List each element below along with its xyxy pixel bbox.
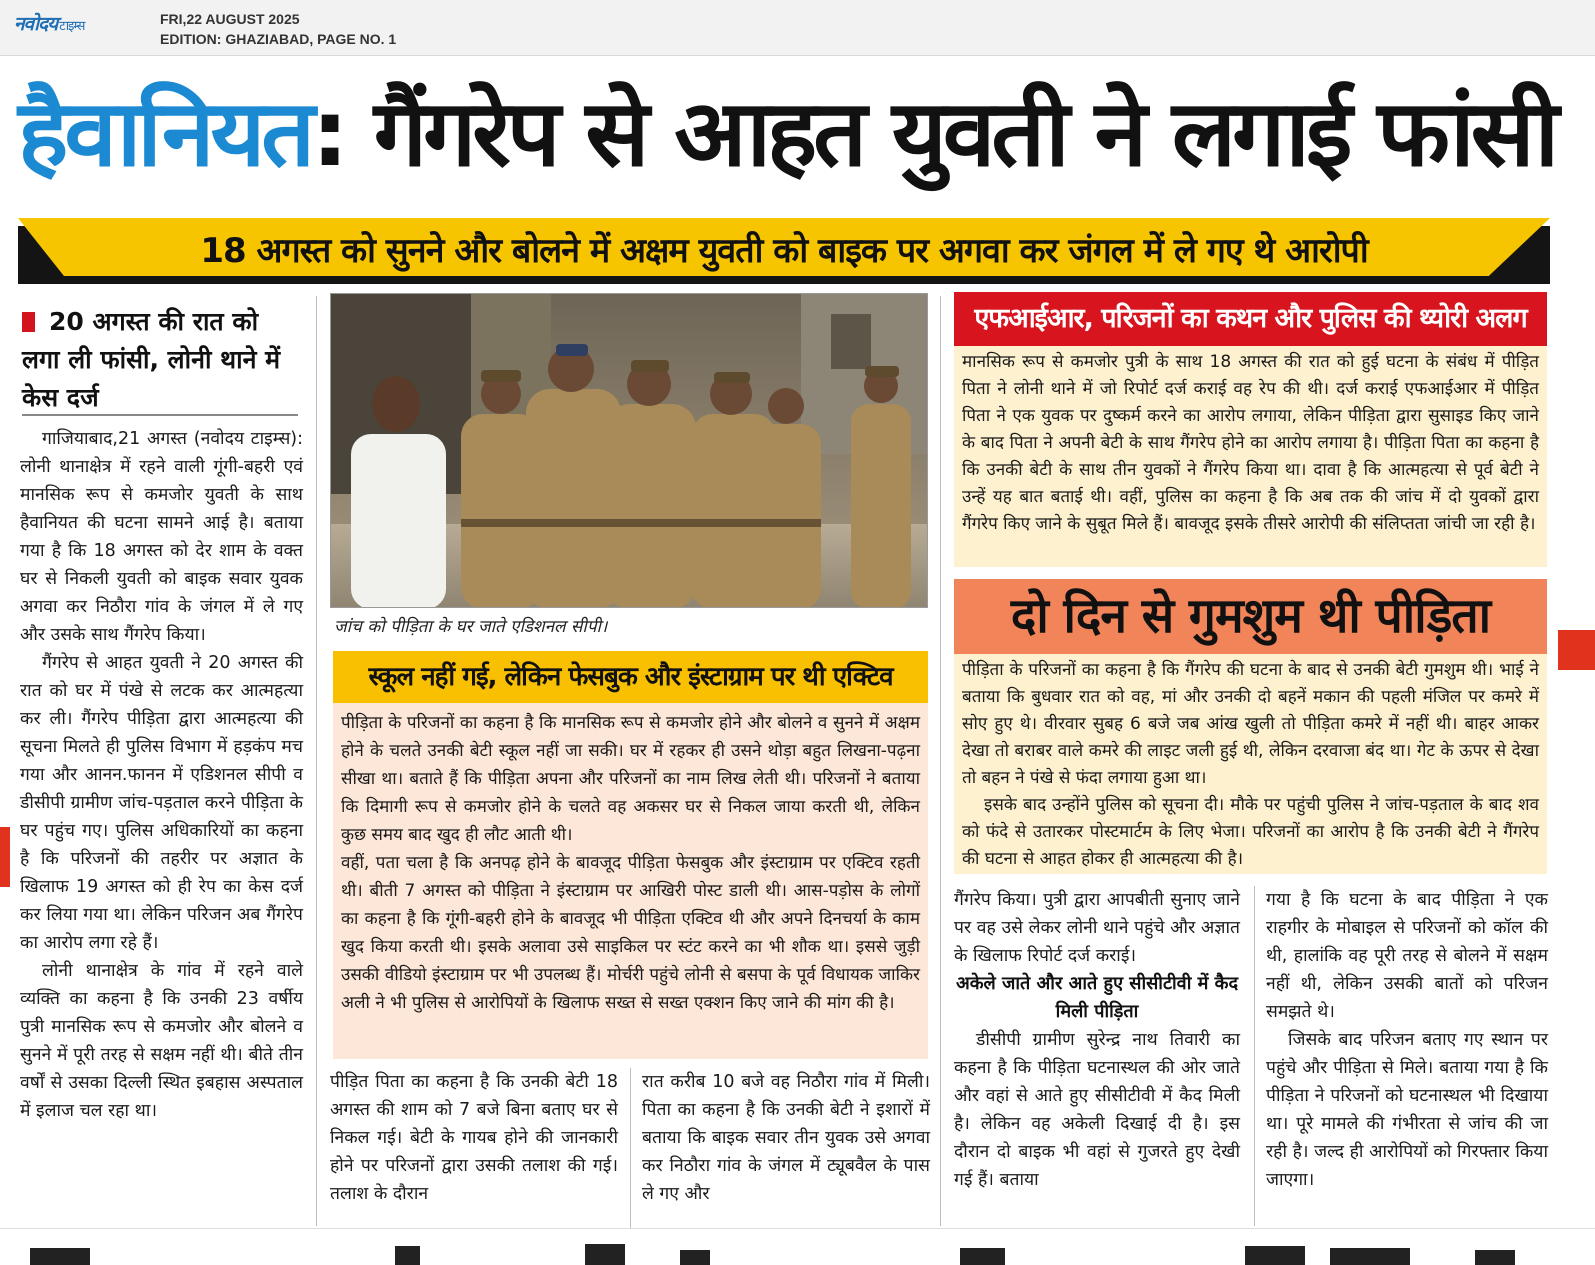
silent-section-heading: दो दिन से गुमशुम थी पीड़िता	[954, 579, 1547, 654]
fir-section-heading: एफआईआर, परिजनों का कथन और पुलिस की थ्योरी अलग	[954, 292, 1547, 346]
crosshead: अकेले जाते और आते हुए सीसीटीवी में कैद मिली पीड़िता	[955, 973, 1239, 1022]
school-paragraph-2: वहीं, पता चला है कि अनपढ़ होने के बावजूद पीड़िता फेसबुक और इंस्टाग्राम पर एक्टिव रहती थी। बीती 7 अगस्त को पीड़िता ने इंस्टाग्राम पर आखिरी पोस्ट डाली थी। आस-पड़ोस के लोगों का कहना है कि गूंगी-बहरी होने के बावजूद भी पीड़िता एक्टिव थी और अपने दिनचर्या के काम खुद किया करती थी। इसके अलावा उसे साइकिल पर स्टंट करने का भी शौक था। इससे जुड़ी उसकी वीडियो इंस्टाग्राम पर भी उपलब्ध हैं। मोर्चरी पहुंचे लोनी से बसपा के पूर्व विधायक जाकिर अली ने भी पुलिस से आरोपियों के खिलाफ सख्त से सख्त एक्शन किए जाने की मांग की है।	[341, 853, 920, 1013]
deck-banner	[18, 218, 1550, 284]
right-col1-body: डीसीपी ग्रामीण सुरेन्द्र नाथ तिवारी का कहना है कि पीड़िता घटनास्थल की ओर जाते और वहां से आते हुए सीसीटीवी में कैद मिली है। लेकिन वह अकेली दिखाई दी है। इस दौरान दो बाइक भी वहां से गुजरते हुए देखी गई हैं। बताया	[954, 1030, 1240, 1190]
news-photo[interactable]	[330, 293, 928, 608]
column-divider	[316, 296, 317, 1226]
left-subheading	[22, 303, 302, 417]
left-paragraph-1: गाजियाबाद,21 अगस्त (नवोदय टाइम्स): लोनी थानाक्षेत्र में रहने वाली गूंगी-बहरी एवं मानसिक रूप से कमजोर युवती के साथ हैवानियत की घटना सामने आई है। बताया गया है कि 18 अगस्त को देर शाम के वक्त घर से निकली युवती को बाइक सवार युवक अगवा कर निठौरा गांव के जंगल में ले गए और उसके साथ गैंगरेप किया।	[20, 429, 303, 645]
left-paragraph-3: लोनी थानाक्षेत्र के गांव में रहने वाले व्यक्ति का कहना है कि उनकी 23 वर्षीय पुत्री मानसिक रूप से कमजोर और बोलने व सुनने में पूरी तरह से सक्षम नहीं थी। बीते तीन वर्षों से उसका दिल्ली स्थित इबहास अस्पताल में इलाज चल रहा था।	[20, 961, 303, 1121]
left-paragraph-2: गैंगरेप से आहत युवती ने 20 अगस्त की रात को घर में पंखे से लटक कर आत्महत्या कर ली। गैंगरेप पीड़िता द्वारा आत्महत्या की सूचना मिलते ही पुलिस विभाग में हड़कंप मच गया और आनन.फानन में एडिशनल सीपी व डीसीपी ग्रामीण जांच-पड़ताल करने पीड़िता के घर पहुंच गए। पुलिस अधिकारियों का कहना है कि परिजनों की तहरीर पर अज्ञात के खिलाफ 19 अगस्त को ही रेप का केस दर्ज कर लिया गया था। लेकिन परिजन अब गैंगरेप का आरोप लगा रहे हैं।	[20, 653, 303, 953]
silent-paragraph-2: इसके बाद उन्होंने पुलिस को सूचना दी। मौके पर पहुंची पुलिस ने जांच-पड़ताल के बाद शव को फंदे से उतारकर पोस्टमार्टम के लिए भेजा। परिजनों का आरोप है कि उनकी बेटी ने गैंगरेप की घटना से आहत होकर ही आत्महत्या की है।	[962, 795, 1539, 869]
school-paragraph-1: पीड़िता के परिजनों का कहना है कि मानसिक रूप से कमजोर होने और बोलने व सुनने में अक्षम होने के चलते उनकी बेटी स्कूल नहीं जा सकी। घर में रहकर ही उसने थोड़ा बहुत लिखना-पढ़ना सीखा था। बताते हैं कि पीड़िता अपना और परिजनों का नाम लिख लेती थी। परिजनों ने बताया कि दिमागी रूप से कमजोर होने के चलते वह अकसर घर से निकल जाया करती थी, लेकिन कुछ समय बाद खुद ही लौट आती थी।	[341, 713, 920, 845]
headline-highlight: हैवानियत	[18, 80, 312, 187]
fir-section-box	[954, 346, 1547, 567]
column-divider	[1254, 886, 1255, 1226]
left-article-body	[20, 425, 303, 1125]
photo-caption: जांच को पीड़िता के घर जाते एडिशनल सीपी।	[334, 617, 608, 637]
middle-bottom-column-1: पीड़ित पिता का कहना है कि उनकी बेटी 18 अगस्त की शाम को 7 बजे बिना बताए घर से निकल गई। बेटी के गायब होने की जानकारी होने पर परिजनों द्वारा उसकी तलाश की गई। तलाश के दौरान	[330, 1072, 618, 1204]
divider	[0, 1228, 1595, 1229]
main-headline	[18, 64, 1595, 204]
issue-date: FRI,22 AUGUST 2025	[160, 11, 300, 27]
silent-paragraph-1: पीड़िता के परिजनों का कहना है कि गैंगरेप की घटना के बाद से उनकी बेटी गुमशुम थी। भाई ने बताया कि बुधवार रात को वह, मां और उनकी दो बहनें मकान की पहली मंजिल पर कमरे में सोए हुए थे। वीरवार सुबह 6 बजे जब आंख खुली तो पीड़िता कमरे में नहीं थी। बाहर आकर देखा तो बराबर वाले कमरे की लाइट जली हुई थी, लेकिन दरवाजा बंद था। गेट के ऊपर से देखा तो बहन ने पंखे से फंदा लगाया हुआ था।	[962, 660, 1539, 788]
right-col2-paragraph-1: गया है कि घटना के बाद पीड़िता ने एक राहगीर के मोबाइल से परिजनों को कॉल की थी, हालांकि वह पूरी तरह से बोलने में सक्षम नहीं थी, लेकिन उसकी बातों को परिजन समझते थे।	[1266, 890, 1548, 1022]
red-square-icon	[22, 312, 35, 332]
left-subheading-text: 20 अगस्त की रात को लगा ली फांसी, लोनी थाने में केस दर्ज	[22, 307, 281, 412]
middle-bottom-column-2: रात करीब 10 बजे वह निठौरा गांव में मिली। पिता का कहना है कि उनकी बेटी ने इशारों में बताया कि बाइक सवार तीन युवक उसे अगवा कर निठौरा गांव के जंगल में ट्यूबवैल के पास ले गए और	[642, 1072, 930, 1204]
right-bottom-column-2	[1266, 886, 1548, 1194]
headline-rest: : गैंगरेप से आहत युवती ने लगाई फांसी	[311, 80, 1556, 187]
prev-page-tab[interactable]	[0, 827, 10, 887]
school-section-heading: स्कूल नहीं गई, लेकिन फेसबुक और इंस्टाग्राम पर थी एक्टिव	[333, 651, 928, 703]
column-divider	[940, 296, 941, 1226]
school-section-box	[333, 703, 928, 1059]
logo-small: टाइम्स	[59, 19, 85, 34]
police-officers-photo-illustration	[331, 294, 928, 608]
newspaper-logo[interactable]	[14, 10, 84, 36]
dateline	[160, 9, 396, 49]
next-headline-partial	[0, 1236, 1595, 1265]
silent-section-box	[954, 654, 1547, 874]
logo-main: नवोदय	[14, 13, 58, 35]
column-divider	[630, 1068, 631, 1228]
issue-edition: EDITION: GHAZIABAD, PAGE NO. 1	[160, 31, 397, 47]
divider	[22, 414, 298, 416]
right-bottom-column-1	[954, 886, 1240, 1194]
next-page-tab[interactable]	[1558, 630, 1595, 670]
right-col1-intro: गैंगरेप किया। पुत्री द्वारा आपबीती सुनाए जाने पर वह उसे लेकर लोनी थाने पहुंचे और अज्ञात के खिलाफ रिपोर्ट दर्ज कराई।	[954, 890, 1240, 966]
cropped-headline-glyphs	[0, 1236, 1595, 1265]
right-col2-paragraph-2: जिसके बाद परिजन बताए गए स्थान पर पहुंचे और पीड़िता से मिले। बताया गया है कि पीड़िता ने परिजनों को घटनास्थल भी दिखाया था। पूरे मामले की गंभीरता से जांच की जा रही है। जल्द ही आरोपियों को गिरफ्तार किया जाएगा।	[1266, 1030, 1548, 1190]
fir-section-text: मानसिक रूप से कमजोर पुत्री के साथ 18 अगस्त की रात को हुई घटना के संबंध में पीड़ित पिता ने लोनी थाने में जो रिपोर्ट दर्ज कराई वह रेप की थी। दर्ज कराई एफआईआर में पीड़ित पिता ने एक युवक पर दुष्कर्म करने का आरोप लगाया, लेकिन पीड़िता द्वारा सुसाइड किए जाने के बाद पिता ने अपनी बेटी के साथ गैंगरेप होने का आरोप लगाया है। पीड़िता पिता का कहना है कि उनकी बेटी के साथ तीन युवकों ने गैंगरेप किया था। दावा है कि आत्महत्या से पूर्व बेटी ने उन्हें यह बात बताई थी। वहीं, पुलिस का कहना है कि अब तक की जांच में दो युवकों द्वारा गैंगरेप किए जाने के सुबूत मिले हैं। बावजूद इसके तीसरे आरोपी की संलिप्तता जांची जा रही है।	[962, 352, 1539, 534]
banner-text: 18 अगस्त को सुनने और बोलने में अक्षम युवती को बाइक पर अगवा कर जंगल में ले गए थे आरोपी	[200, 231, 1368, 271]
